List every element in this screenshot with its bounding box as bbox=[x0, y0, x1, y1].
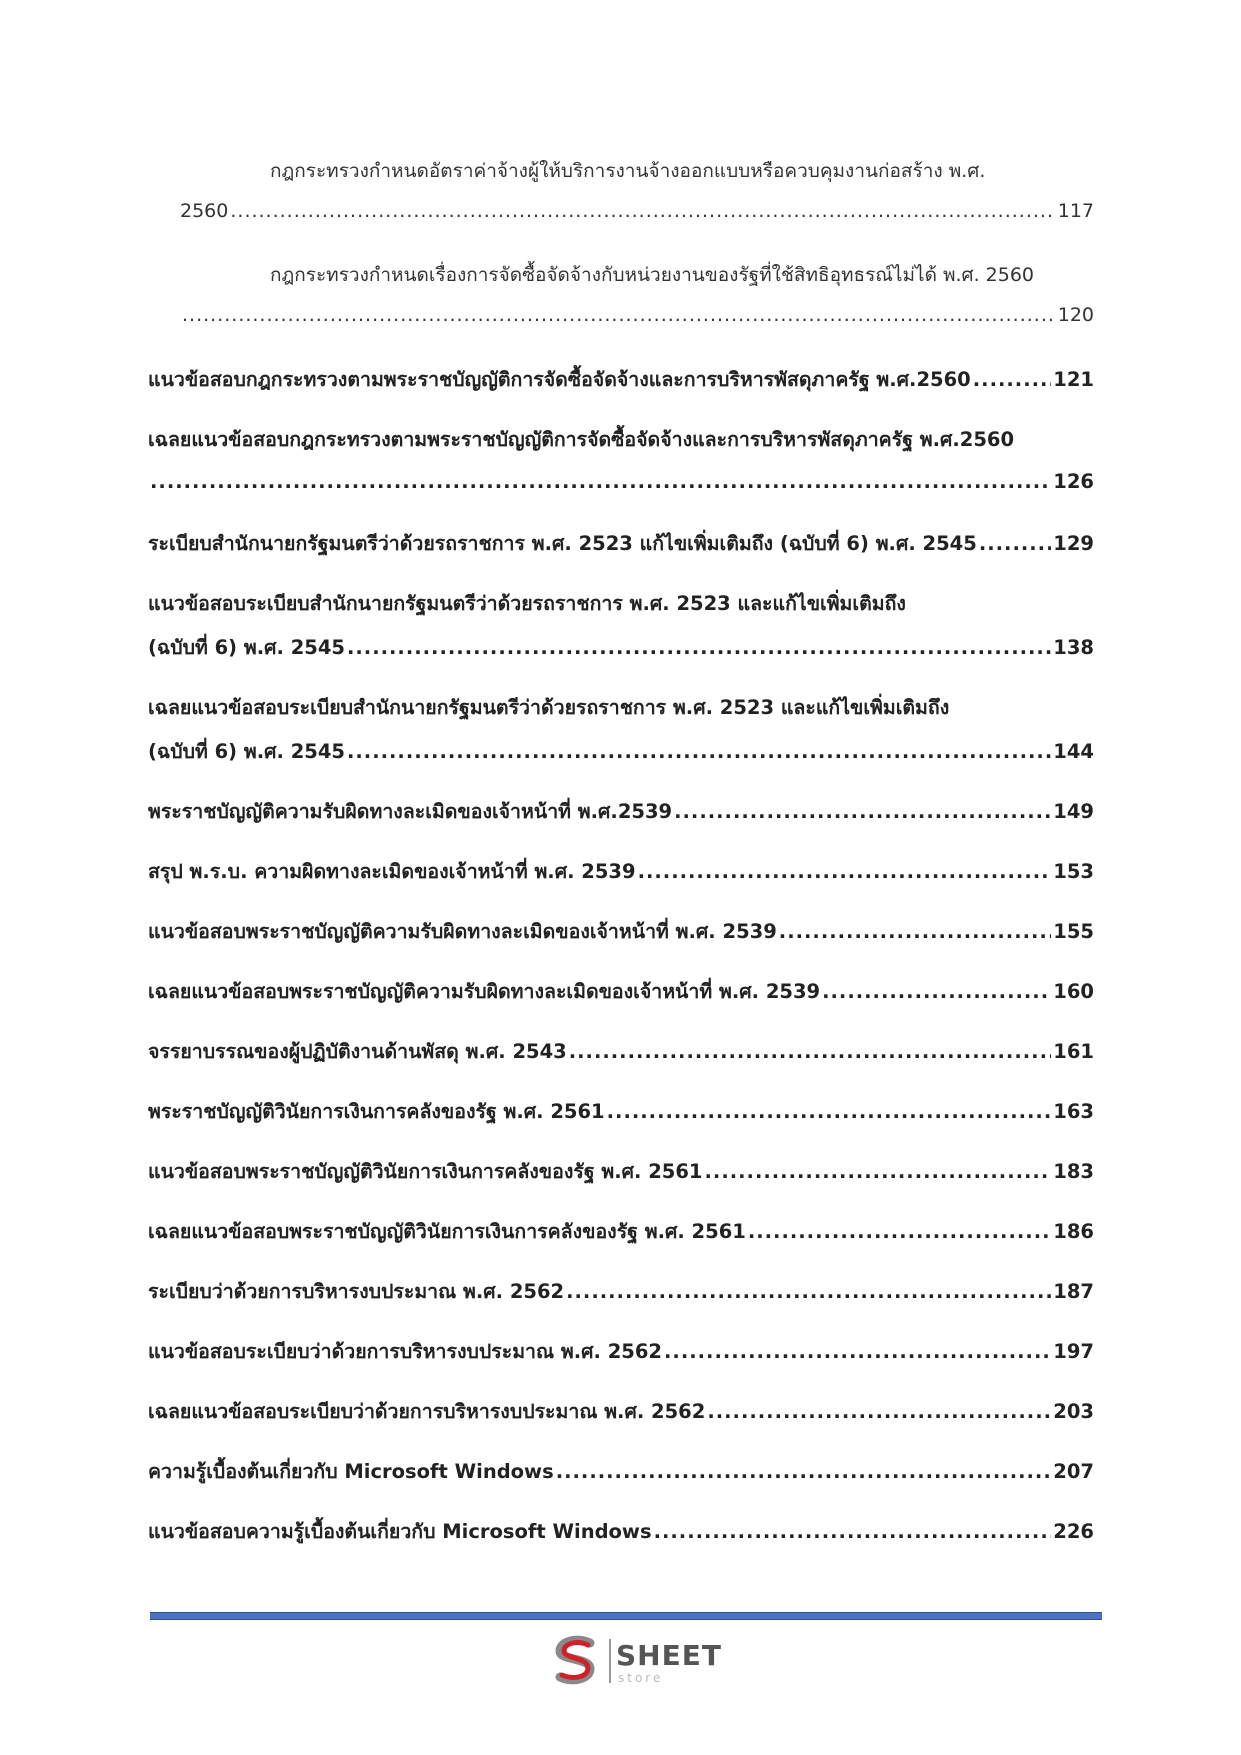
toc-entry-text: แนวข้อสอบกฎกระทรวงตามพระราชบัญญัติการจัดซื้อจัดจ้างและการบริหารพัสดุภาครัฐ พ.ศ.2560 bbox=[148, 368, 971, 391]
page-number: 144 bbox=[1053, 740, 1094, 763]
toc-entry-title[interactable] bbox=[148, 692, 1094, 723]
page-number: 129 bbox=[1053, 532, 1094, 555]
toc-entry-text: กฎกระทรวงกำหนดอัตราค่าจ้างผู้ให้บริการงานจ้างออกแบบหรือควบคุมงานก่อสร้าง พ.ศ. bbox=[270, 160, 986, 182]
toc-entry-title[interactable] bbox=[270, 156, 1100, 186]
page-number: 203 bbox=[1053, 1400, 1094, 1423]
page-number: 183 bbox=[1053, 1160, 1094, 1183]
page-number: 153 bbox=[1053, 860, 1094, 883]
toc-entry-leader-line[interactable] bbox=[180, 304, 1094, 326]
toc-entry-text: เฉลยแนวข้อสอบพระราชบัญญัติความรับผิดทางละเมิดของเจ้าหน้าที่ พ.ศ. 2539 bbox=[148, 980, 821, 1003]
logo-separator bbox=[609, 1639, 611, 1683]
toc-entry-text: สรุป พ.ร.บ. ความผิดทางละเมิดของเจ้าหน้าที่ พ.ศ. 2539 bbox=[148, 860, 636, 883]
toc-entry[interactable] bbox=[148, 1396, 1094, 1427]
toc-entry[interactable] bbox=[148, 1036, 1094, 1067]
page-number: 126 bbox=[1053, 470, 1094, 493]
dot-leader bbox=[973, 368, 1052, 391]
page-number: 120 bbox=[1057, 304, 1094, 326]
logo-subtext: store bbox=[618, 1671, 664, 1685]
toc-entry[interactable] bbox=[148, 1516, 1094, 1547]
logo-wordmark: SHEET bbox=[616, 1639, 722, 1672]
toc-entry[interactable] bbox=[148, 364, 1094, 395]
dot-leader bbox=[674, 800, 1051, 823]
footer-divider bbox=[150, 1612, 1102, 1620]
toc-entry-text: ระเบียบว่าด้วยการบริหารงบประมาณ พ.ศ. 2562 bbox=[148, 1280, 565, 1303]
dot-leader bbox=[347, 740, 1051, 763]
toc-entry[interactable] bbox=[148, 796, 1094, 827]
toc-entry[interactable] bbox=[148, 976, 1094, 1007]
toc-entry[interactable] bbox=[148, 1456, 1094, 1487]
dot-leader bbox=[566, 1280, 1051, 1303]
logo-s-icon bbox=[548, 1633, 604, 1689]
dot-leader bbox=[707, 1400, 1051, 1423]
dot-leader bbox=[569, 1040, 1052, 1063]
toc-entry[interactable] bbox=[148, 1216, 1094, 1247]
toc-entry-text: จรรยาบรรณของผู้ปฏิบัติงานด้านพัสดุ พ.ศ. 2543 bbox=[148, 1040, 567, 1063]
toc-entry-continuation: 2560 bbox=[180, 200, 229, 222]
page-number: 207 bbox=[1053, 1460, 1094, 1483]
toc-entry-title[interactable] bbox=[270, 260, 1100, 290]
page-number: 121 bbox=[1053, 368, 1094, 391]
dot-leader bbox=[182, 304, 1056, 326]
toc-entry[interactable] bbox=[148, 1276, 1094, 1307]
toc-entry-continuation: (ฉบับที่ 6) พ.ศ. 2545 bbox=[148, 740, 345, 763]
toc-entry-text: เฉลยแนวข้อสอบระเบียบสำนักนายกรัฐมนตรีว่าด้วยรถราชการ พ.ศ. 2523 และแก้ไขเพิ่มเติมถึง bbox=[148, 696, 950, 719]
dot-leader bbox=[654, 1520, 1052, 1543]
dot-leader bbox=[607, 1100, 1052, 1123]
dot-leader bbox=[705, 1160, 1052, 1183]
page-number: 163 bbox=[1053, 1100, 1094, 1123]
toc-entry-text: แนวข้อสอบพระราชบัญญัติวินัยการเงินการคลังของรัฐ พ.ศ. 2561 bbox=[148, 1160, 703, 1183]
dot-leader bbox=[748, 1220, 1051, 1243]
toc-entry-text: พระราชบัญญัติความรับผิดทางละเมิดของเจ้าหน้าที่ พ.ศ.2539 bbox=[148, 800, 673, 823]
page-number: 187 bbox=[1053, 1280, 1094, 1303]
dot-leader bbox=[779, 920, 1052, 943]
page-number: 138 bbox=[1053, 636, 1094, 659]
toc-entry[interactable] bbox=[148, 856, 1094, 887]
page-number: 186 bbox=[1053, 1220, 1094, 1243]
dot-leader bbox=[979, 532, 1051, 555]
toc-entry-leader-line[interactable] bbox=[148, 736, 1094, 767]
toc-entry-text: พระราชบัญญัติวินัยการเงินการคลังของรัฐ พ.ศ. 2561 bbox=[148, 1100, 605, 1123]
toc-entry-title[interactable] bbox=[148, 424, 1094, 455]
sheet-store-logo bbox=[548, 1633, 723, 1691]
toc-entry-leader-line[interactable] bbox=[148, 470, 1094, 493]
toc-entry-title[interactable] bbox=[148, 588, 1094, 619]
toc-entry-text: แนวข้อสอบระเบียบว่าด้วยการบริหารงบประมาณ พ.ศ. 2562 bbox=[148, 1340, 662, 1363]
page-number: 155 bbox=[1053, 920, 1094, 943]
toc-entry-leader-line[interactable] bbox=[148, 632, 1094, 663]
dot-leader bbox=[638, 860, 1052, 883]
page-number: 226 bbox=[1053, 1520, 1094, 1543]
dot-leader bbox=[664, 1340, 1051, 1363]
toc-entry-text: เฉลยแนวข้อสอบพระราชบัญญัติวินัยการเงินการคลังของรัฐ พ.ศ. 2561 bbox=[148, 1220, 746, 1243]
toc-entry-text: แนวข้อสอบความรู้เบื้องต้นเกี่ยวกับ Microsoft Windows bbox=[148, 1520, 652, 1543]
toc-entry-text: แนวข้อสอบระเบียบสำนักนายกรัฐมนตรีว่าด้วยรถราชการ พ.ศ. 2523 และแก้ไขเพิ่มเติมถึง bbox=[148, 592, 906, 615]
toc-entry-text: ระเบียบสำนักนายกรัฐมนตรีว่าด้วยรถราชการ พ.ศ. 2523 แก้ไขเพิ่มเติมถึง (ฉบับที่ 6) พ.ศ. 2545 bbox=[148, 532, 977, 555]
toc-entry[interactable] bbox=[148, 1096, 1094, 1127]
dot-leader bbox=[230, 200, 1055, 222]
toc-entry-leader-line[interactable] bbox=[180, 200, 1094, 222]
toc-entry[interactable] bbox=[148, 1156, 1094, 1187]
dot-leader bbox=[822, 980, 1051, 1003]
toc-entry[interactable] bbox=[148, 916, 1094, 947]
toc-entry-text: เฉลยแนวข้อสอบกฎกระทรวงตามพระราชบัญญัติการจัดซื้อจัดจ้างและการบริหารพัสดุภาครัฐ พ.ศ.2560 bbox=[148, 428, 1015, 451]
toc-entry[interactable] bbox=[148, 528, 1094, 559]
dot-leader bbox=[347, 636, 1051, 659]
page-number: 197 bbox=[1053, 1340, 1094, 1363]
toc-entry-text: กฎกระทรวงกำหนดเรื่องการจัดซื้อจัดจ้างกับหน่วยงานของรัฐที่ใช้สิทธิอุทธรณ์ไม่ได้ พ.ศ. 2560 bbox=[270, 264, 1034, 286]
toc-entry[interactable] bbox=[148, 1336, 1094, 1367]
dot-leader bbox=[556, 1460, 1052, 1483]
toc-entry-text: แนวข้อสอบพระราชบัญญัติความรับผิดทางละเมิดของเจ้าหน้าที่ พ.ศ. 2539 bbox=[148, 920, 777, 943]
page-number: 117 bbox=[1057, 200, 1094, 222]
page-number: 149 bbox=[1053, 800, 1094, 823]
toc-entry-text: เฉลยแนวข้อสอบระเบียบว่าด้วยการบริหารงบประมาณ พ.ศ. 2562 bbox=[148, 1400, 706, 1423]
toc-entry-text: ความรู้เบื้องต้นเกี่ยวกับ Microsoft Windows bbox=[148, 1460, 554, 1483]
dot-leader bbox=[150, 470, 1051, 493]
page-number: 161 bbox=[1053, 1040, 1094, 1063]
toc-entry-continuation: (ฉบับที่ 6) พ.ศ. 2545 bbox=[148, 636, 345, 659]
page-number: 160 bbox=[1053, 980, 1094, 1003]
